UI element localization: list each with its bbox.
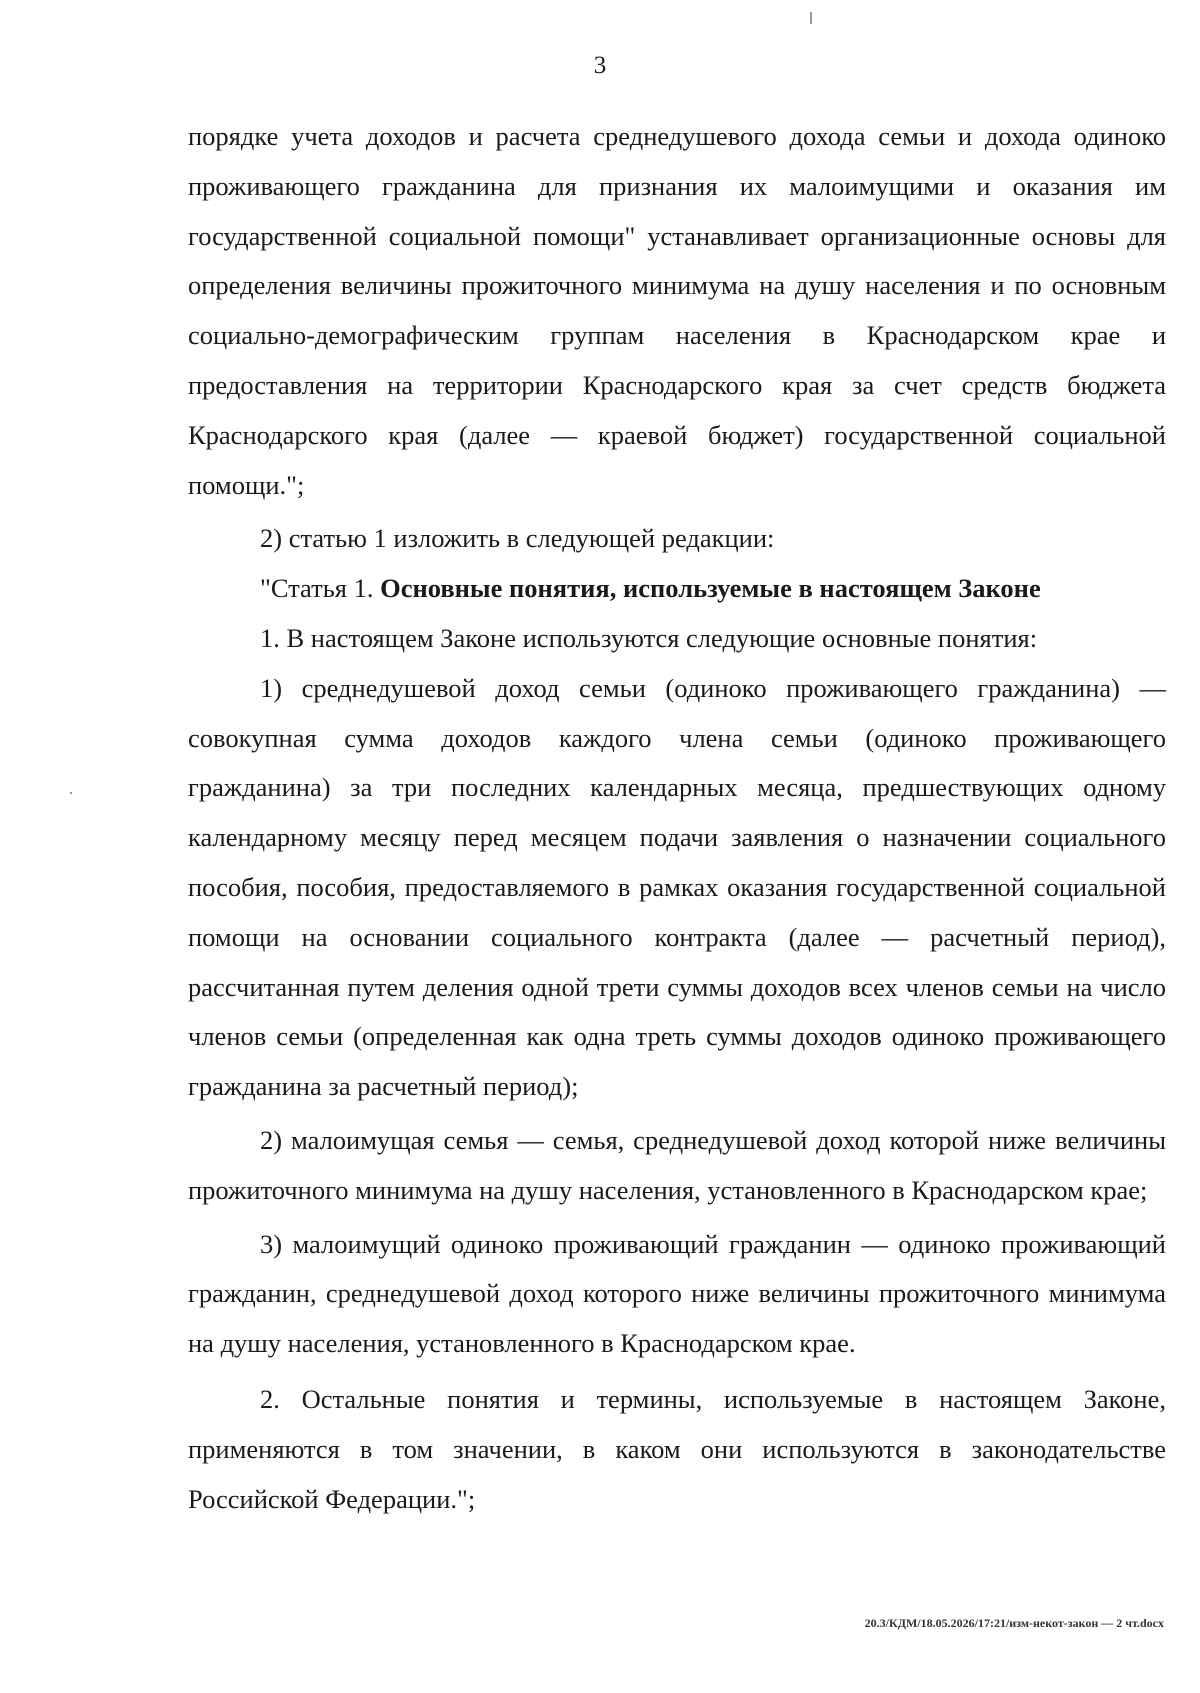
article-number: "Статья 1. [260, 573, 381, 604]
paragraph-definition-2: 2) малоимущая семья — семья, среднедушевой доход которой ниже величины прожиточного минимума на душу населения, установленного в Краснодарском крае; [188, 1124, 1166, 1205]
paragraph-definition-3: 3) малоимущий одиноко проживающий гражданин — одиноко проживающий гражданин, среднедушевой доход которого ниже величины прожиточного минимума на душу населения, установленного в Краснодарском крае. [188, 1228, 1166, 1359]
paragraph-clause-2: 2. Остальные понятия и термины, используемые в настоящем Законе, применяются в том значении, в каком они используются в законодательстве Российской Федерации."; [188, 1383, 1166, 1514]
file-reference: 20.3/КДМ/18.05.2026/17:21/изм-некот-закон — 2 чт.docx [864, 1616, 1164, 1630]
scan-artifact [70, 792, 72, 794]
article-heading [188, 564, 1166, 614]
document-body [188, 112, 1166, 1524]
paragraph-continuation: порядке учета доходов и расчета среднедушевого дохода семьи и дохода одиноко проживающего гражданина для признания их малоимущими и оказания им государственной социальной помощи" устанавливает организационные основы для определения величины прожиточного минимума на душу населения и по основным социально-демографическим группам населения в Краснодарском крае и предоставления на территории Краснодарского края за счет средств бюджета Краснодарского края (далее — краевой бюджет) государственной социальной помощи."; [188, 121, 1166, 500]
paragraph-clause-1: 1. В настоящем Законе используются следующие основные понятия: [260, 622, 1038, 653]
scan-artifact [810, 12, 812, 24]
paragraph-definition-1: 1) среднедушевой доход семьи (одиноко проживающего гражданина) — совокупная сумма доходов каждого члена семьи (одиноко проживающего гражданина) за три последних календарных месяца, предшествующих одному календарному месяцу перед месяцем подачи заявления о назначении социального пособия, пособия, предоставляемого в рамках оказания государственной социальной помощи на основании социального контракта (далее — расчетный период), рассчитанная путем деления одной трети суммы доходов всех членов семьи на число членов семьи (определенная как одна треть суммы доходов одиноко проживающего гражданина за расчетный период); [188, 672, 1166, 1102]
article-title: Основные понятия, используемые в настоящем Законе [380, 573, 1041, 604]
paragraph-amendment-2: 2) статью 1 изложить в следующей редакции: [260, 523, 775, 554]
page-number: 3 [593, 52, 607, 79]
